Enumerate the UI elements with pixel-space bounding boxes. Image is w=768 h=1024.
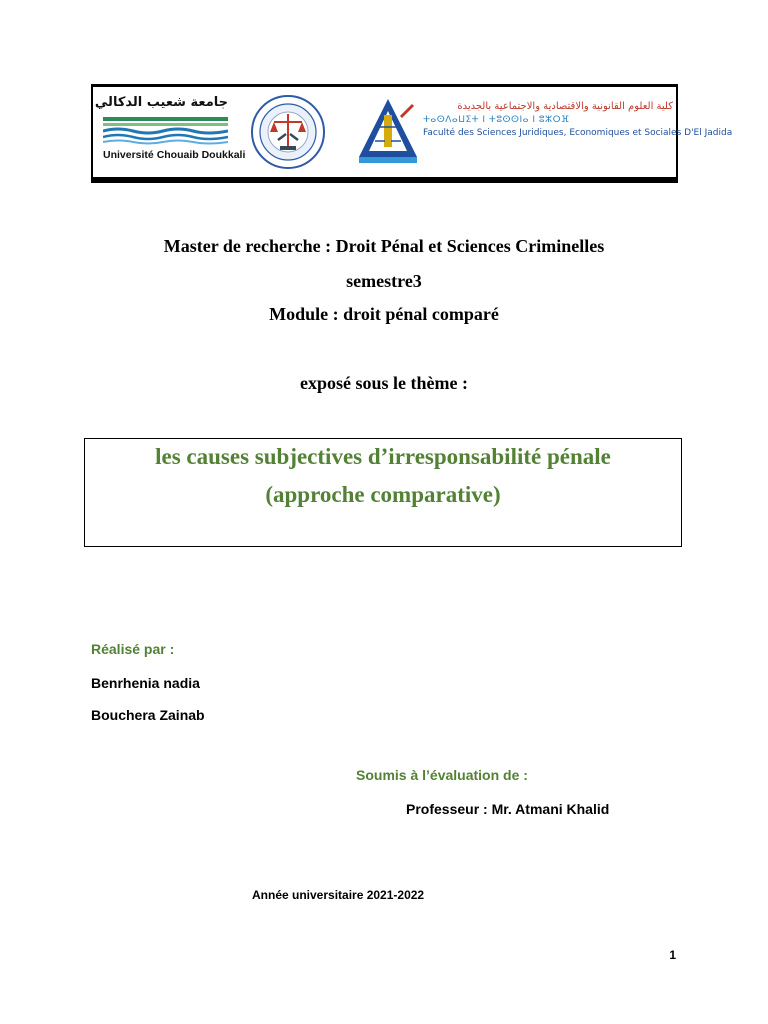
program-title: Master de recherche : Droit Pénal et Sciences Criminelles — [163, 236, 605, 256]
faculty-arabic-name: كلية العلوم القانونية والاقتصادية والاجتماعية بالجديدة — [457, 101, 673, 112]
faculty-logo-icon — [357, 97, 419, 165]
university-latin-name: Université Chouaib Doukkali — [103, 149, 246, 161]
program-semester: semestre3 — [346, 271, 422, 291]
theme-title-line2: (approche comparative) — [265, 482, 501, 507]
academic-year: Année universitaire 2021-2022 — [252, 888, 425, 902]
university-stripes-icon — [103, 117, 228, 145]
university-logo — [94, 95, 246, 171]
master-seal-icon — [250, 94, 326, 170]
university-arabic-name: جامعة شعيب الدكالي — [94, 95, 228, 110]
theme-box — [84, 438, 682, 547]
header-banner-inner — [93, 87, 733, 177]
author-name-2: Bouchera Zainab — [91, 707, 205, 723]
faculty-tifinagh-name: ⵜⴰⵙⴷⴰⵡⵉⵜ ⵏ ⵜⵓⵙⵙⵏⴰ ⵏ ⵓⵣⵔⴼ — [423, 115, 570, 125]
header-banner — [91, 84, 733, 183]
evaluation-label: Soumis à l’évaluation de : — [356, 767, 528, 783]
professor-name: Professeur : Mr. Atmani Khalid — [406, 801, 610, 817]
faculty-name-block — [423, 101, 733, 161]
theme-intro: exposé sous le thème : — [300, 373, 468, 393]
page-number: 1 — [669, 948, 676, 962]
faculty-french-name: Faculté des Sciences Juridiques, Economiques et Sociales D'El Jadida — [423, 128, 733, 138]
theme-title-line1: les causes subjectives d’irresponsabilité pénale — [155, 444, 611, 469]
author-name-1: Benrhenia nadia — [91, 675, 200, 691]
program-module: Module : droit pénal comparé — [269, 304, 499, 324]
authors-label: Réalisé par : — [91, 641, 175, 657]
